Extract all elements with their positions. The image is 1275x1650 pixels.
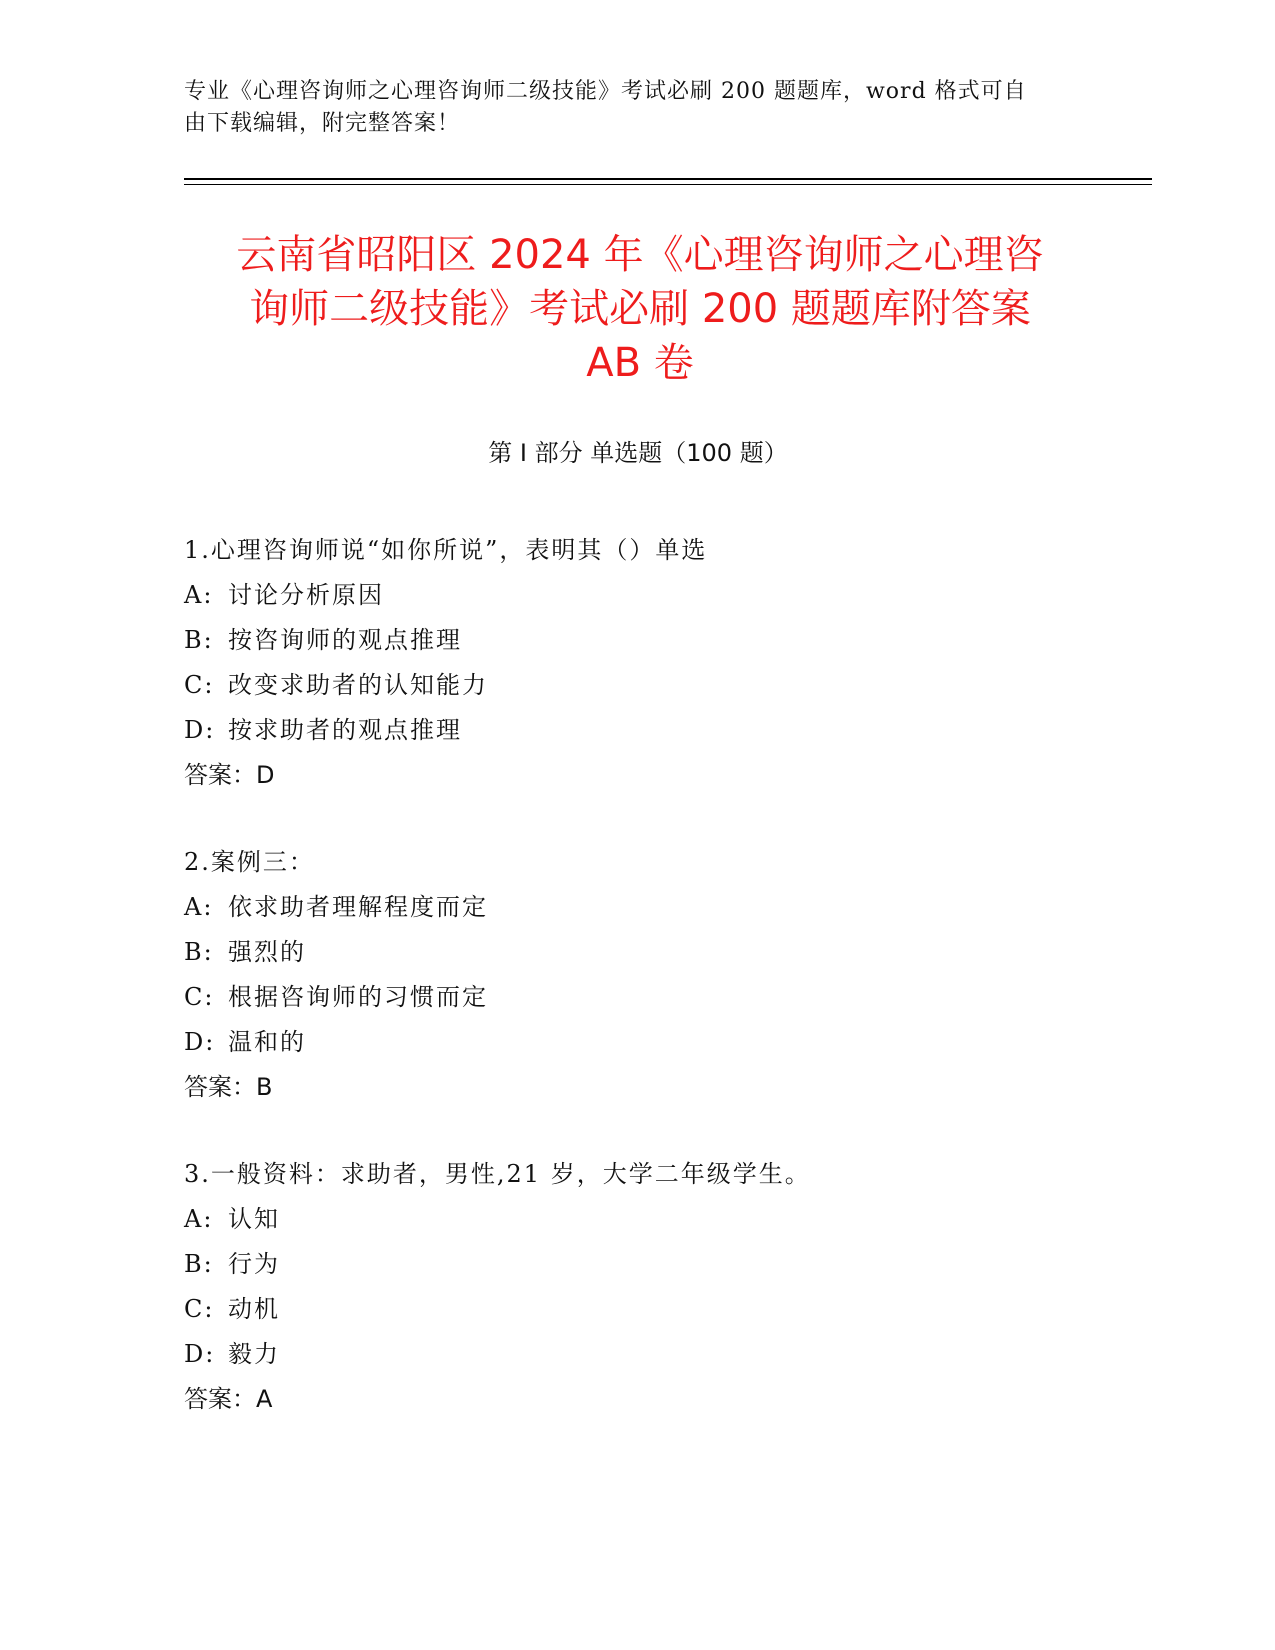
option-letter: D: <box>184 1340 216 1368</box>
header-note-line-1: 专业《心理咨询师之心理咨询师二级技能》考试必刷 200 题题库，word 格式可自 <box>184 79 1027 104</box>
question-2 <box>184 840 1124 1110</box>
option-text: 动机 <box>228 1295 280 1323</box>
option-c <box>184 1287 1124 1332</box>
question-stem: 2.案例三： <box>184 848 315 876</box>
option-text: 温和的 <box>228 1028 306 1056</box>
document-title <box>170 228 1110 390</box>
option-letter: B: <box>184 1250 214 1278</box>
option-text: 按咨询师的观点推理 <box>228 626 462 654</box>
option-d <box>184 708 1124 753</box>
section-heading: 第 I 部分 单选题（100 题） <box>488 439 788 467</box>
option-text: 依求助者理解程度而定 <box>228 893 488 921</box>
option-letter: C: <box>184 983 215 1011</box>
option-letter: A: <box>184 581 214 609</box>
answer-line: 答案：D <box>184 761 275 789</box>
question-stem: 1.心理咨询师说“如你所说”，表明其（）单选 <box>184 536 708 564</box>
option-letter: B: <box>184 626 214 654</box>
option-a <box>184 885 1124 930</box>
title-line-1: 云南省昭阳区 2024 年《心理咨询师之心理咨 <box>236 232 1044 278</box>
option-c <box>184 663 1124 708</box>
title-line-2: 询师二级技能》考试必刷 200 题题库附答案 <box>249 286 1031 332</box>
option-d <box>184 1332 1124 1377</box>
question-list <box>184 528 1124 1464</box>
option-letter: A: <box>184 1205 214 1233</box>
option-letter: A: <box>184 893 214 921</box>
option-text: 认知 <box>228 1205 280 1233</box>
answer-line: 答案：A <box>184 1385 273 1413</box>
header-divider-thin <box>184 184 1152 185</box>
option-text: 强烈的 <box>228 938 306 966</box>
option-letter: D: <box>184 1028 216 1056</box>
header-note-line-2: 由下载编辑，附完整答案！ <box>184 111 461 136</box>
header-note <box>184 76 1064 140</box>
option-a <box>184 1197 1124 1242</box>
option-b <box>184 1242 1124 1287</box>
option-text: 根据咨询师的习惯而定 <box>228 983 488 1011</box>
option-letter: B: <box>184 938 214 966</box>
title-line-3: AB 卷 <box>586 340 694 386</box>
option-b <box>184 930 1124 975</box>
option-letter: D: <box>184 716 216 744</box>
option-text: 按求助者的观点推理 <box>228 716 462 744</box>
option-text: 改变求助者的认知能力 <box>228 671 488 699</box>
question-1 <box>184 528 1124 798</box>
question-3 <box>184 1152 1124 1422</box>
option-text: 毅力 <box>228 1340 280 1368</box>
question-stem: 3.一般资料：求助者，男性,21 岁，大学二年级学生。 <box>184 1160 811 1188</box>
option-text: 行为 <box>228 1250 280 1278</box>
answer-line: 答案：B <box>184 1073 273 1101</box>
option-text: 讨论分析原因 <box>228 581 384 609</box>
option-c <box>184 975 1124 1020</box>
option-a <box>184 573 1124 618</box>
option-letter: C: <box>184 671 215 699</box>
option-b <box>184 618 1124 663</box>
header-divider-thick <box>184 178 1152 180</box>
option-d <box>184 1020 1124 1065</box>
option-letter: C: <box>184 1295 215 1323</box>
